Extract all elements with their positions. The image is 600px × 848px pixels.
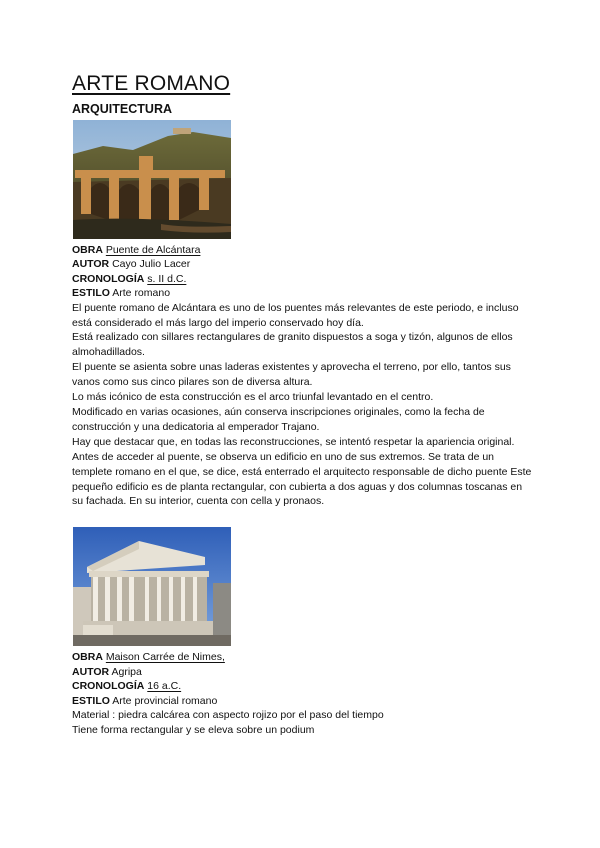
- estilo-row: [72, 286, 532, 300]
- obra-value: Puente de Alcántara: [105, 244, 201, 256]
- autor-row: [72, 257, 532, 271]
- paragraph: Hay que destacar que, en todas las reconstrucciones, se intentó respetar la apariencia original.: [72, 435, 515, 448]
- cronologia-label: CRONOLOGÍA: [72, 680, 145, 693]
- cronologia-label: CRONOLOGÍA: [72, 272, 145, 285]
- autor-label: AUTOR: [72, 665, 110, 678]
- cronologia-row: [72, 679, 532, 693]
- paragraph: Lo más icónico de esta construcción es el arco triunfal levantado en el centro.: [72, 391, 434, 404]
- paragraph: Material : piedra calcárea con aspecto rojizo por el paso del tiempo: [72, 708, 384, 721]
- document-page: [72, 72, 532, 738]
- estilo-value: Arte romano: [112, 287, 171, 300]
- temple-photo: [73, 527, 231, 646]
- obra-row: [72, 243, 532, 257]
- obra-label: OBRA: [72, 244, 103, 256]
- section-heading: ARQUITECTURA: [72, 102, 172, 116]
- paragraph: El puente romano de Alcántara es uno de los puentes más relevantes de este periodo, e incluso está considerado el más largo del imperio conservado hoy día.: [72, 301, 519, 329]
- autor-value: Agripa: [111, 665, 142, 678]
- estilo-label: ESTILO: [72, 287, 110, 300]
- paragraph: Está realizado con sillares rectangulares de granito dispuestos a soga y tizón, algunos de ellos almohadillados.: [72, 331, 513, 359]
- cronologia-value: 16 a.C.: [147, 680, 182, 693]
- page-title: ARTE ROMANO: [72, 72, 231, 95]
- paragraph: Antes de acceder al puente, se observa un edificio en uno de sus extremos. Se trata de un templete romano en el que, se dice, está enterrado el arquitecto responsable de dicho puente Este pequeño edificio es de planta rectangular, con cubierta a dos aguas y dos columnas toscanas en su fachada. En su interior, cuenta con cella y pronaos.: [72, 450, 532, 508]
- estilo-label: ESTILO: [72, 694, 110, 707]
- bridge-photo: [73, 120, 231, 239]
- spacer: [72, 509, 532, 527]
- paragraph: El puente se asienta sobre unas laderas existentes y aprovecha el terreno, por ello, tantos sus vanos como sus cinco pilares son de diversa altura.: [72, 361, 511, 389]
- paragraph: Tiene forma rectangular y se eleva sobre un podium: [72, 723, 315, 736]
- cronologia-row: [72, 272, 532, 286]
- cronologia-value: s. II d.C.: [147, 272, 187, 285]
- autor-label: AUTOR: [72, 258, 110, 271]
- autor-row: [72, 665, 532, 679]
- obra-row: [72, 650, 532, 664]
- autor-value: Cayo Julio Lacer: [112, 258, 191, 271]
- obra-value: Maison Carrée de Nimes,: [105, 651, 225, 664]
- estilo-value: Arte provincial romano: [112, 694, 218, 707]
- paragraph: Modificado en varias ocasiones, aún conserva inscripciones originales, como la fecha de construcción y una dedicatoria al emperador Trajano.: [72, 405, 485, 433]
- estilo-row: [72, 694, 532, 708]
- obra-label: OBRA: [72, 651, 103, 664]
